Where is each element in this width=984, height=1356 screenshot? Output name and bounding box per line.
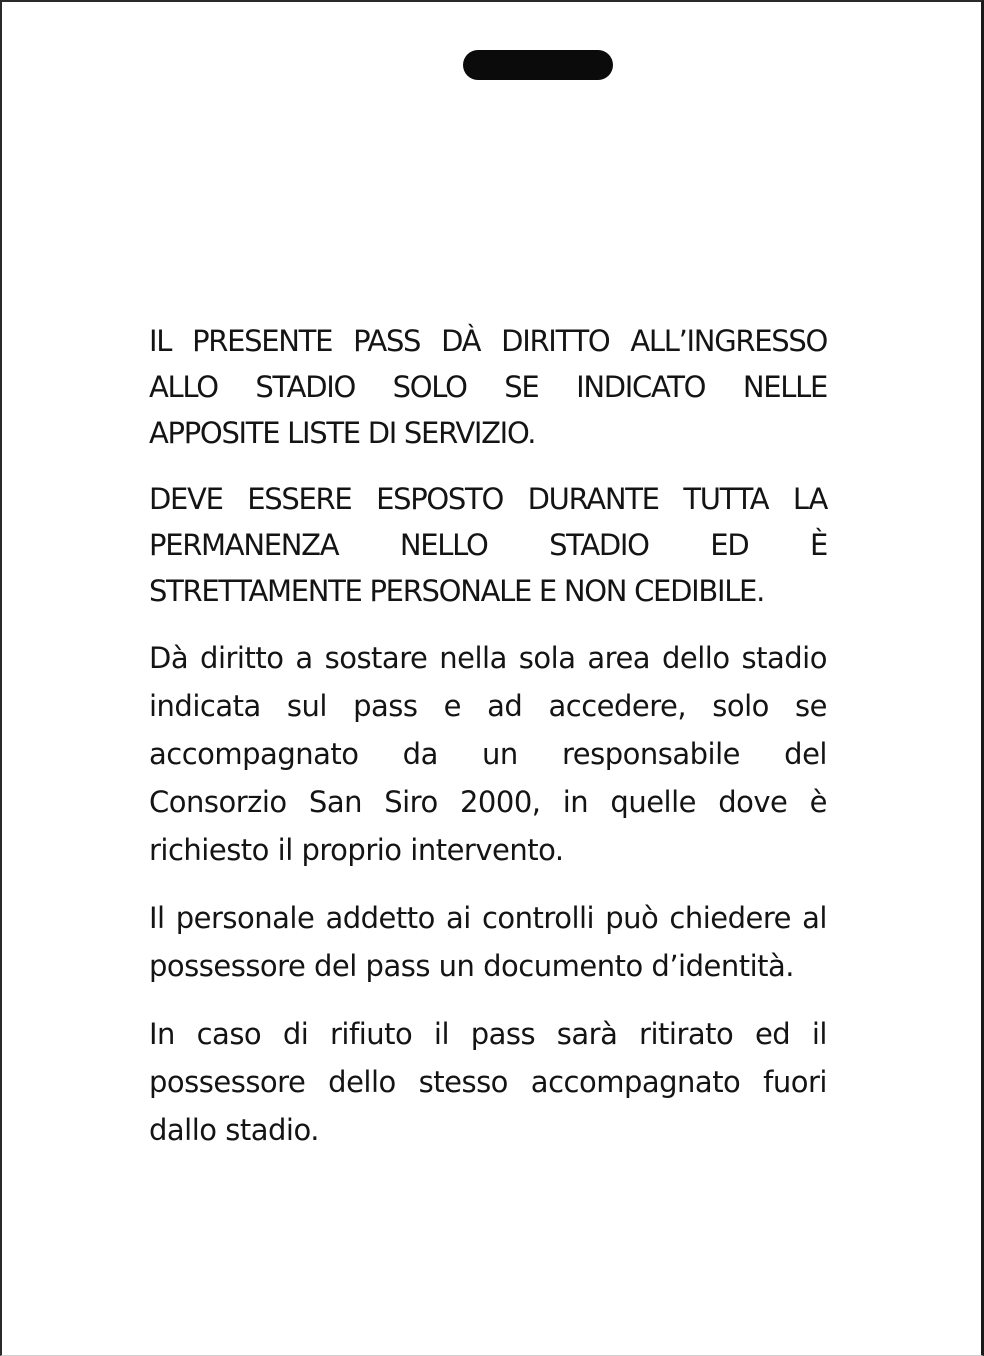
lanyard-slot (463, 50, 613, 80)
paragraph-refusal-consequence (149, 1010, 827, 1154)
paragraph-identity-check (149, 894, 827, 990)
text-line: indicata sul pass e ad accedere, solo se (149, 689, 827, 723)
text-line: IL PRESENTE PASS DÀ DIRITTO ALL’INGRESSO (149, 324, 827, 358)
text-line: APPOSITE LISTE DI SERVIZIO. (149, 416, 536, 450)
text-line: dallo stadio. (149, 1113, 319, 1147)
text-line: STRETTAMENTE PERSONALE E NON CEDIBILE. (149, 574, 764, 608)
paragraph-access-conditions (149, 318, 827, 456)
paragraph-display-requirement (149, 476, 827, 614)
text-line: DEVE ESSERE ESPOSTO DURANTE TUTTA LA (149, 482, 827, 516)
text-line: richiesto il proprio intervento. (149, 833, 564, 867)
text-line: Dà diritto a sostare nella sola area dello stadio (149, 641, 827, 675)
pass-terms-text (149, 318, 827, 1174)
text-line: ALLO STADIO SOLO SE INDICATO NELLE (149, 370, 827, 404)
text-line: possessore del pass un documento d’identità. (149, 949, 795, 983)
paragraph-area-rights (149, 634, 827, 874)
text-line: accompagnato da un responsabile del (149, 737, 827, 771)
text-line: Consorzio San Siro 2000, in quelle dove è (149, 785, 827, 819)
text-line: Il personale addetto ai controlli può chiedere al (149, 901, 827, 935)
text-line: PERMANENZA NELLO STADIO ED È (149, 528, 827, 562)
text-line: In caso di rifiuto il pass sarà ritirato ed il (149, 1017, 827, 1051)
text-line: possessore dello stesso accompagnato fuori (149, 1065, 827, 1099)
